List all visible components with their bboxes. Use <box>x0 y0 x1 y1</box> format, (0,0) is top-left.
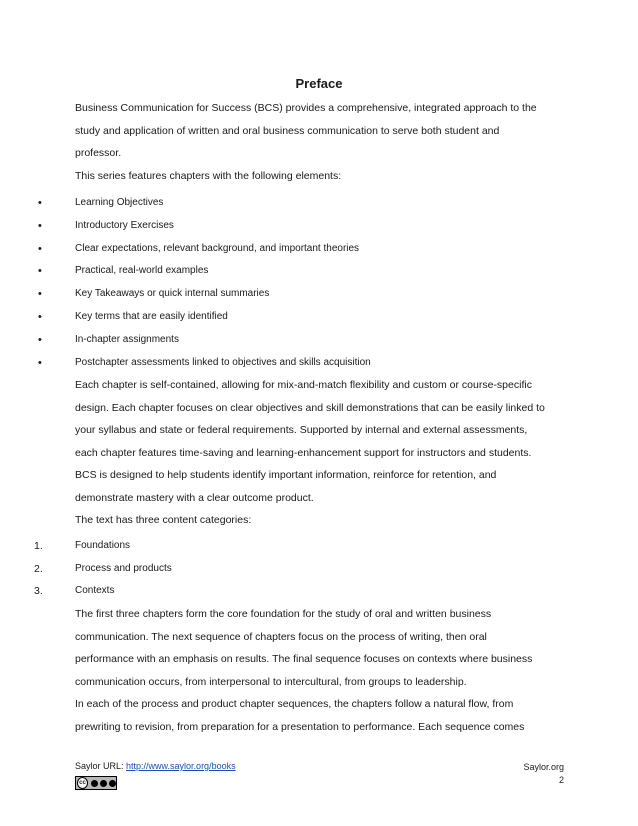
core-paragraph <box>75 603 575 738</box>
footer-source <box>75 761 236 771</box>
list-item: • Learning Objectives <box>0 192 600 215</box>
list-item: • Clear expectations, relevant background, and important theories <box>0 238 600 261</box>
list-item: • Postchapter assessments linked to objectives and skills acquisition <box>0 352 600 375</box>
text-line: The first three chapters form the core foundation for the study of oral and written business <box>75 608 492 620</box>
list-item: • Practical, real-world examples <box>0 260 600 283</box>
attribution-icon <box>91 780 98 787</box>
text-line: performance with an emphasis on results. The final sequence focuses on contexts where business <box>75 653 533 665</box>
cc-icon: cc <box>77 777 88 789</box>
list-item: • Introductory Exercises <box>0 215 600 238</box>
list-item: 2. Process and products <box>34 562 172 575</box>
list-item: • In-chapter assignments <box>0 329 600 352</box>
bullet-icon: • <box>38 197 42 209</box>
list-item: 3. Contexts <box>34 585 115 598</box>
footer-url-prefix: Saylor URL: <box>75 761 127 771</box>
bullet-icon: • <box>38 310 42 323</box>
categories-list <box>0 535 600 603</box>
bullet-icon: • <box>38 265 42 278</box>
chapter-paragraph <box>75 374 575 532</box>
intro-paragraph <box>75 97 575 187</box>
series-line: This series features chapters with the following elements: <box>75 169 342 182</box>
categories-line: The text has three content categories: <box>75 514 252 526</box>
bullet-icon: • <box>38 333 42 346</box>
footer-right <box>523 761 564 787</box>
list-item: • Key Takeaways or quick internal summaries <box>0 283 600 306</box>
license-icons <box>91 780 116 787</box>
sharealike-icon <box>109 780 116 787</box>
text-line: demonstrate mastery with a clear outcome product. <box>75 491 314 504</box>
text-line: prewriting to revision, from preparation for a presentation to performance. Each sequence comes <box>75 720 525 733</box>
list-item: 1. Foundations <box>34 540 131 552</box>
text-line: study and application of written and oral business communication to serve both student and <box>75 124 500 137</box>
text-line: design. Each chapter focuses on clear objectives and skill demonstrations that can be easily linked to <box>75 401 545 414</box>
page-number: 2 <box>558 775 564 785</box>
text-line: each chapter features time-saving and learning-enhancement support for instructors and students. <box>75 446 532 459</box>
text-line: In each of the process and product chapter sequences, the chapters follow a natural flow, from <box>75 698 514 710</box>
text-line: your syllabus and state or federal requirements. Supported by internal and external assessments, <box>75 424 528 436</box>
bullet-icon: • <box>38 288 42 301</box>
saylor-books-link[interactable]: http://www.saylor.org/books <box>126 761 236 771</box>
text-line: BCS is designed to help students identify important information, reinforce for retention, and <box>75 469 497 481</box>
creative-commons-badge[interactable] <box>75 776 117 790</box>
text-line: Each chapter is self-contained, allowing for mix-and-match flexibility and custom or course-specific <box>75 379 532 391</box>
bullet-icon: • <box>38 356 42 369</box>
noncommercial-icon <box>100 780 107 787</box>
page-title: Preface <box>295 76 343 91</box>
text-line: communication occurs, from interpersonal to intercultural, from groups to leadership. <box>75 675 467 688</box>
text-line: professor. <box>75 147 122 159</box>
bullet-icon: • <box>38 219 42 232</box>
footer-site: Saylor.org <box>523 762 564 772</box>
text-line: communication. The next sequence of chapters focus on the process of writing, then oral <box>75 630 487 643</box>
text-line: Business Communication for Success (BCS) provides a comprehensive, integrated approach to the <box>75 102 537 114</box>
list-item: • Key terms that are easily identified <box>0 306 600 329</box>
bullet-icon: • <box>38 242 42 255</box>
features-list <box>0 192 600 374</box>
